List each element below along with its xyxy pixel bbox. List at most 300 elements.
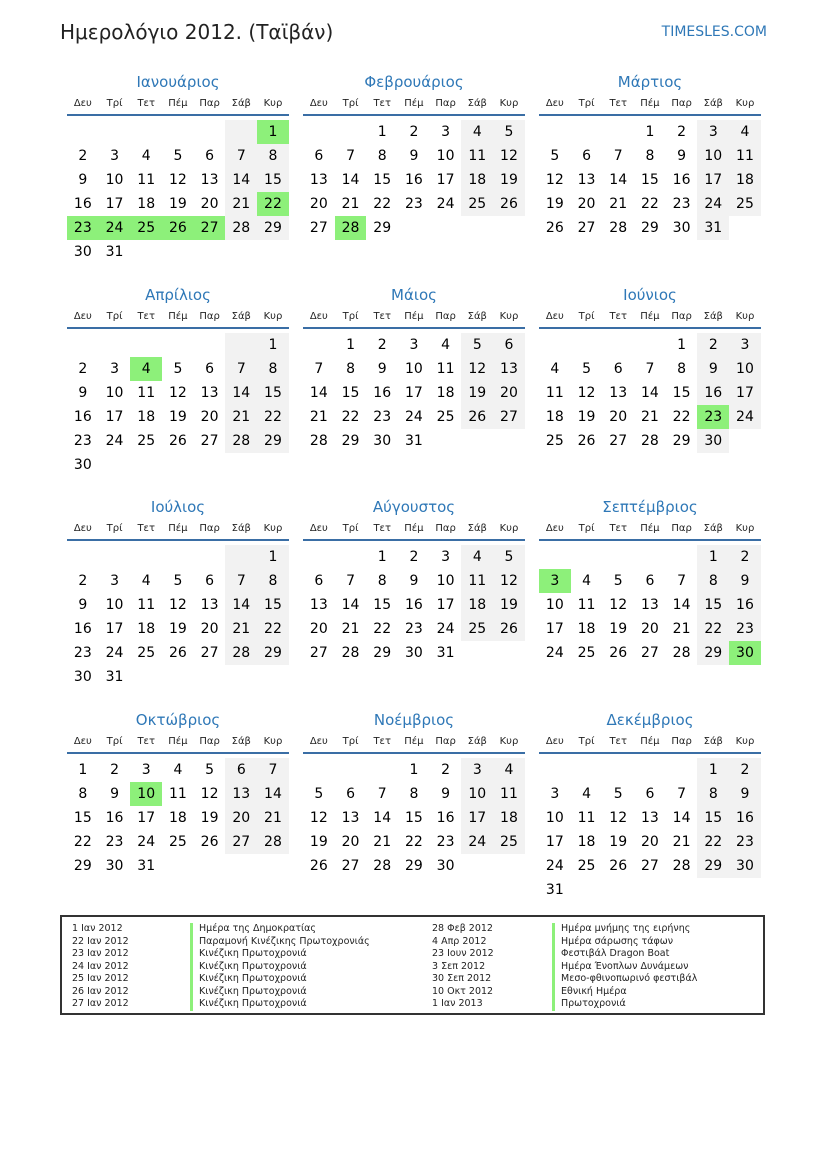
weekday-label: Τετ	[609, 311, 627, 322]
weekday-label: Τρί	[578, 736, 595, 747]
day-cell: 10	[436, 148, 455, 164]
day-cell: 23	[67, 216, 99, 240]
day-cell: 17	[697, 168, 729, 192]
day-grid	[539, 120, 761, 240]
day-cell: 5	[613, 573, 623, 589]
day-cell: 17	[545, 834, 564, 850]
day-cell: 25	[436, 409, 455, 425]
day-cell: 1	[257, 120, 289, 144]
day-cell: 17	[436, 172, 455, 188]
empty-cell	[162, 854, 194, 878]
day-cell: 7	[346, 148, 355, 164]
month-name: Μάρτιος	[617, 73, 683, 91]
legend-date: 23 Ιουν 2012	[432, 948, 494, 959]
day-cell: 13	[493, 357, 525, 381]
day-cell: 30	[73, 669, 92, 685]
day-cell: 16	[73, 621, 92, 637]
day-cell: 3	[110, 148, 119, 164]
day-cell: 1	[697, 758, 729, 782]
empty-cell	[571, 545, 603, 569]
day-cell: 20	[200, 409, 219, 425]
day-cell: 28	[309, 433, 328, 449]
day-cell: 23	[105, 834, 124, 850]
weekday-label: Δευ	[545, 736, 564, 747]
weekday-header	[303, 522, 525, 541]
day-cell: 27	[577, 220, 596, 236]
day-cell: 28	[257, 830, 289, 854]
day-cell: 6	[314, 148, 324, 164]
day-cell: 22	[373, 621, 392, 637]
day-cell: 3	[110, 573, 119, 589]
day-cell: 12	[493, 144, 525, 168]
day-cell: 3	[110, 361, 119, 377]
weekday-label: Τετ	[609, 736, 627, 747]
month-block	[67, 72, 289, 260]
day-cell: 7	[377, 786, 387, 802]
legend-date: 10 Οκτ 2012	[432, 985, 494, 997]
weekday-label: Σάβ	[703, 523, 723, 534]
day-cell: 17	[436, 597, 455, 613]
empty-cell	[67, 120, 99, 144]
day-cell: 10	[436, 573, 455, 589]
day-cell: 14	[225, 381, 257, 405]
weekday-label: Κυρ	[499, 523, 519, 534]
weekday-label: Τρί	[342, 311, 359, 322]
day-cell: 21	[640, 409, 659, 425]
day-cell: 5	[550, 148, 560, 164]
day-cell: 26	[609, 645, 628, 661]
weekday-header	[539, 310, 761, 329]
weekday-label: Τρί	[106, 98, 123, 109]
day-cell: 16	[105, 810, 124, 826]
day-cell: 30	[697, 429, 729, 453]
day-cell: 7	[314, 361, 324, 377]
day-cell: 6	[613, 361, 623, 377]
day-cell: 7	[677, 573, 687, 589]
day-cell: 13	[200, 172, 219, 188]
day-cell: 30	[729, 641, 761, 665]
day-cell: 20	[640, 621, 659, 637]
day-cell: 25	[577, 858, 596, 874]
day-grid	[303, 333, 525, 453]
day-cell: 21	[373, 834, 392, 850]
day-cell: 10	[697, 144, 729, 168]
day-cell: 31	[137, 858, 156, 874]
day-grid	[67, 333, 289, 477]
weekday-label: Παρ	[199, 311, 220, 322]
weekday-label: Τετ	[137, 736, 155, 747]
day-grid	[539, 333, 761, 453]
weekday-label: Παρ	[671, 311, 692, 322]
day-cell: 26	[309, 858, 328, 874]
day-cell: 10	[729, 357, 761, 381]
empty-cell	[130, 333, 162, 357]
empty-cell	[571, 333, 603, 357]
empty-cell	[162, 240, 194, 264]
empty-cell	[225, 240, 257, 264]
day-cell: 20	[309, 621, 328, 637]
empty-cell	[162, 453, 194, 477]
weekday-label: Δευ	[73, 523, 92, 534]
day-cell: 19	[461, 381, 493, 405]
legend-date: 26 Ιαν 2012	[72, 985, 129, 997]
day-cell: 10	[461, 782, 493, 806]
month-block	[67, 710, 289, 890]
day-cell: 9	[78, 597, 88, 613]
day-cell: 8	[257, 357, 289, 381]
day-cell: 29	[257, 641, 289, 665]
day-cell: 5	[493, 120, 525, 144]
weekday-header	[539, 97, 761, 116]
empty-cell	[335, 545, 367, 569]
day-cell: 19	[609, 834, 628, 850]
day-cell: 25	[461, 192, 493, 216]
day-grid	[67, 758, 289, 878]
weekday-label: Τρί	[106, 736, 123, 747]
weekday-label: Πέμ	[640, 736, 660, 747]
day-cell: 12	[309, 810, 328, 826]
day-cell: 21	[225, 617, 257, 641]
empty-cell	[335, 120, 367, 144]
day-cell: 31	[697, 216, 729, 240]
day-cell: 2	[409, 124, 419, 140]
weekday-label: Κυρ	[263, 523, 283, 534]
day-cell: 21	[341, 621, 360, 637]
day-cell: 27	[640, 858, 659, 874]
brand-link[interactable]: TIMESLES.COM	[661, 24, 767, 40]
day-cell: 14	[225, 593, 257, 617]
legend-date: 22 Ιαν 2012	[72, 935, 129, 947]
day-cell: 6	[493, 333, 525, 357]
day-cell: 29	[697, 641, 729, 665]
day-cell: 18	[461, 168, 493, 192]
day-cell: 12	[168, 385, 187, 401]
weekday-label: Δευ	[545, 523, 564, 534]
weekday-label: Τετ	[373, 98, 391, 109]
day-cell: 23	[697, 405, 729, 429]
day-cell: 25	[729, 192, 761, 216]
weekday-label: Παρ	[199, 98, 220, 109]
day-cell: 22	[672, 409, 691, 425]
empty-cell	[130, 545, 162, 569]
day-cell: 18	[168, 810, 187, 826]
day-cell: 4	[141, 148, 151, 164]
day-cell: 27	[309, 220, 328, 236]
day-cell: 28	[225, 216, 257, 240]
day-cell: 12	[577, 385, 596, 401]
weekday-label: Σάβ	[703, 311, 723, 322]
day-cell: 9	[78, 385, 88, 401]
day-cell: 16	[404, 597, 423, 613]
day-cell: 14	[257, 782, 289, 806]
empty-cell	[303, 758, 335, 782]
weekday-label: Πέμ	[404, 98, 424, 109]
day-cell: 20	[341, 834, 360, 850]
weekday-label: Κυρ	[735, 523, 755, 534]
day-cell: 2	[697, 333, 729, 357]
weekday-label: Πέμ	[168, 523, 188, 534]
empty-cell	[398, 216, 430, 240]
empty-cell	[194, 120, 226, 144]
weekday-label: Κυρ	[499, 98, 519, 109]
day-cell: 10	[105, 597, 124, 613]
month-name: Απρίλιος	[145, 286, 211, 304]
day-cell: 2	[110, 762, 119, 778]
weekday-label: Παρ	[671, 523, 692, 534]
empty-cell	[539, 333, 571, 357]
weekday-header	[539, 522, 761, 541]
legend-holiday-name: Ημέρα σάρωσης τάφων	[552, 936, 697, 949]
day-cell: 12	[461, 357, 493, 381]
weekday-label: Κυρ	[263, 736, 283, 747]
day-cell: 30	[73, 244, 92, 260]
day-cell: 14	[225, 168, 257, 192]
day-cell: 2	[729, 545, 761, 569]
empty-cell	[194, 240, 226, 264]
month-name: Αύγουστος	[372, 498, 456, 516]
day-cell: 15	[257, 381, 289, 405]
day-cell: 30	[672, 220, 691, 236]
empty-cell	[130, 240, 162, 264]
day-cell: 27	[341, 858, 360, 874]
month-name: Ιανουάριος	[136, 73, 220, 91]
legend-date: 3 Σεπ 2012	[432, 960, 486, 972]
day-cell: 18	[545, 409, 564, 425]
day-grid	[303, 120, 525, 240]
day-cell: 14	[341, 597, 360, 613]
legend-holiday-name: Κινέζικη Πρωτοχρονιά	[190, 973, 370, 986]
weekday-label: Δευ	[545, 98, 564, 109]
day-cell: 13	[341, 810, 360, 826]
day-cell: 21	[225, 405, 257, 429]
empty-cell	[162, 665, 194, 689]
empty-cell	[194, 333, 226, 357]
legend-date: 4 Απρ 2012	[432, 935, 487, 947]
day-cell: 22	[373, 196, 392, 212]
empty-cell	[461, 216, 493, 240]
empty-cell	[571, 878, 603, 902]
day-cell: 23	[404, 196, 423, 212]
day-cell: 21	[257, 806, 289, 830]
day-cell: 13	[200, 597, 219, 613]
day-cell: 18	[137, 196, 156, 212]
day-cell: 12	[493, 569, 525, 593]
day-cell: 28	[672, 858, 691, 874]
day-cell: 16	[729, 593, 761, 617]
day-cell: 5	[173, 361, 183, 377]
day-cell: 13	[225, 782, 257, 806]
day-cell: 28	[373, 858, 392, 874]
day-cell: 3	[441, 549, 451, 565]
day-cell: 11	[545, 385, 564, 401]
day-cell: 22	[341, 409, 360, 425]
day-cell: 15	[373, 172, 392, 188]
day-cell: 18	[137, 409, 156, 425]
legend-holiday-name: Μεσο-φθινοπωρινό φεστιβάλ	[552, 973, 697, 986]
day-cell: 8	[377, 573, 387, 589]
month-block	[539, 72, 761, 252]
day-cell: 4	[461, 545, 493, 569]
weekday-label: Πέμ	[640, 311, 660, 322]
day-cell: 6	[314, 573, 324, 589]
day-cell: 12	[609, 810, 628, 826]
day-cell: 4	[729, 120, 761, 144]
weekday-label: Παρ	[671, 736, 692, 747]
day-cell: 29	[373, 645, 392, 661]
day-cell: 19	[168, 409, 187, 425]
day-cell: 24	[697, 192, 729, 216]
day-cell: 22	[257, 405, 289, 429]
day-cell: 30	[105, 858, 124, 874]
day-cell: 2	[78, 148, 88, 164]
day-cell: 25	[461, 617, 493, 641]
day-cell: 11	[493, 782, 525, 806]
day-cell: 14	[672, 810, 691, 826]
day-cell: 21	[609, 196, 628, 212]
day-cell: 17	[105, 196, 124, 212]
legend-holiday-name: Κινέζικη Πρωτοχρονιά	[190, 948, 370, 961]
day-cell: 8	[377, 148, 387, 164]
weekday-label: Τρί	[106, 311, 123, 322]
day-cell: 1	[377, 549, 387, 565]
empty-cell	[194, 665, 226, 689]
empty-cell	[539, 120, 571, 144]
day-cell: 9	[729, 569, 761, 593]
weekday-label: Παρ	[435, 523, 456, 534]
day-cell: 20	[200, 621, 219, 637]
month-name: Φεβρουάριος	[364, 73, 464, 91]
day-cell: 29	[373, 220, 392, 236]
day-cell: 9	[409, 573, 419, 589]
day-cell: 25	[493, 830, 525, 854]
day-cell: 5	[314, 786, 324, 802]
day-grid	[67, 120, 289, 264]
day-cell: 19	[609, 621, 628, 637]
day-cell: 31	[436, 645, 455, 661]
weekday-label: Παρ	[435, 98, 456, 109]
empty-cell	[571, 758, 603, 782]
day-cell: 13	[309, 597, 328, 613]
day-cell: 18	[577, 834, 596, 850]
day-cell: 9	[377, 361, 387, 377]
day-cell: 1	[409, 762, 419, 778]
day-grid	[539, 758, 761, 902]
day-cell: 14	[640, 385, 659, 401]
day-cell: 23	[73, 433, 92, 449]
month-block	[539, 710, 761, 898]
day-cell: 24	[105, 433, 124, 449]
day-cell: 15	[697, 806, 729, 830]
legend-holiday-name: Ημέρα Ένοπλων Δυνάμεων	[552, 961, 697, 974]
day-cell: 30	[404, 645, 423, 661]
day-cell: 1	[645, 124, 655, 140]
weekday-label: Τρί	[106, 523, 123, 534]
day-cell: 27	[225, 830, 257, 854]
day-cell: 22	[697, 617, 729, 641]
day-cell: 8	[645, 148, 655, 164]
day-cell: 17	[105, 621, 124, 637]
day-cell: 26	[493, 617, 525, 641]
empty-cell	[430, 429, 462, 453]
day-cell: 12	[168, 172, 187, 188]
day-cell: 8	[257, 144, 289, 168]
weekday-label: Σάβ	[467, 311, 487, 322]
month-block	[303, 710, 525, 890]
empty-cell	[493, 641, 525, 665]
day-cell: 18	[493, 806, 525, 830]
day-cell: 1	[697, 545, 729, 569]
day-cell: 27	[493, 405, 525, 429]
day-cell: 19	[577, 409, 596, 425]
empty-cell	[67, 333, 99, 357]
day-cell: 7	[225, 144, 257, 168]
day-cell: 3	[441, 124, 451, 140]
day-cell: 11	[577, 597, 596, 613]
day-cell: 7	[677, 786, 687, 802]
day-cell: 14	[309, 385, 328, 401]
day-grid	[539, 545, 761, 665]
day-cell: 22	[257, 617, 289, 641]
day-cell: 1	[78, 762, 88, 778]
day-cell: 29	[257, 216, 289, 240]
day-cell: 7	[225, 569, 257, 593]
day-cell: 18	[461, 593, 493, 617]
weekday-label: Σάβ	[467, 736, 487, 747]
day-cell: 26	[200, 834, 219, 850]
empty-cell	[303, 333, 335, 357]
legend-date: 27 Ιαν 2012	[72, 998, 129, 1009]
day-cell: 7	[225, 357, 257, 381]
day-cell: 26	[577, 433, 596, 449]
day-cell: 6	[346, 786, 355, 802]
empty-cell	[99, 333, 131, 357]
day-cell: 22	[73, 834, 92, 850]
weekday-label: Παρ	[199, 736, 220, 747]
day-cell: 5	[461, 333, 493, 357]
day-cell: 3	[697, 120, 729, 144]
day-cell: 22	[640, 196, 659, 212]
day-cell: 13	[200, 385, 219, 401]
legend-holiday-name: Πρωτοχρονιά	[552, 998, 697, 1011]
day-cell: 8	[78, 786, 88, 802]
legend-date: 30 Σεπ 2012	[432, 973, 492, 984]
empty-cell	[602, 120, 634, 144]
day-cell: 4	[441, 337, 451, 353]
day-cell: 2	[78, 573, 88, 589]
day-cell: 16	[73, 409, 92, 425]
day-cell: 26	[545, 220, 564, 236]
day-cell: 29	[73, 858, 92, 874]
day-cell: 1	[257, 545, 289, 569]
day-cell: 28	[225, 641, 257, 665]
weekday-label: Τετ	[137, 98, 155, 109]
day-cell: 28	[609, 220, 628, 236]
day-cell: 13	[609, 385, 628, 401]
day-grid	[303, 758, 525, 878]
day-cell: 4	[582, 786, 591, 802]
day-cell: 29	[672, 433, 691, 449]
day-cell: 20	[200, 196, 219, 212]
weekday-label: Σάβ	[231, 523, 251, 534]
day-cell: 4	[550, 361, 560, 377]
weekday-label: Πέμ	[168, 736, 188, 747]
month-block	[67, 497, 289, 685]
day-cell: 26	[493, 192, 525, 216]
weekday-label: Κυρ	[735, 736, 755, 747]
day-cell: 11	[436, 361, 455, 377]
day-cell: 19	[168, 196, 187, 212]
day-cell: 2	[78, 361, 88, 377]
